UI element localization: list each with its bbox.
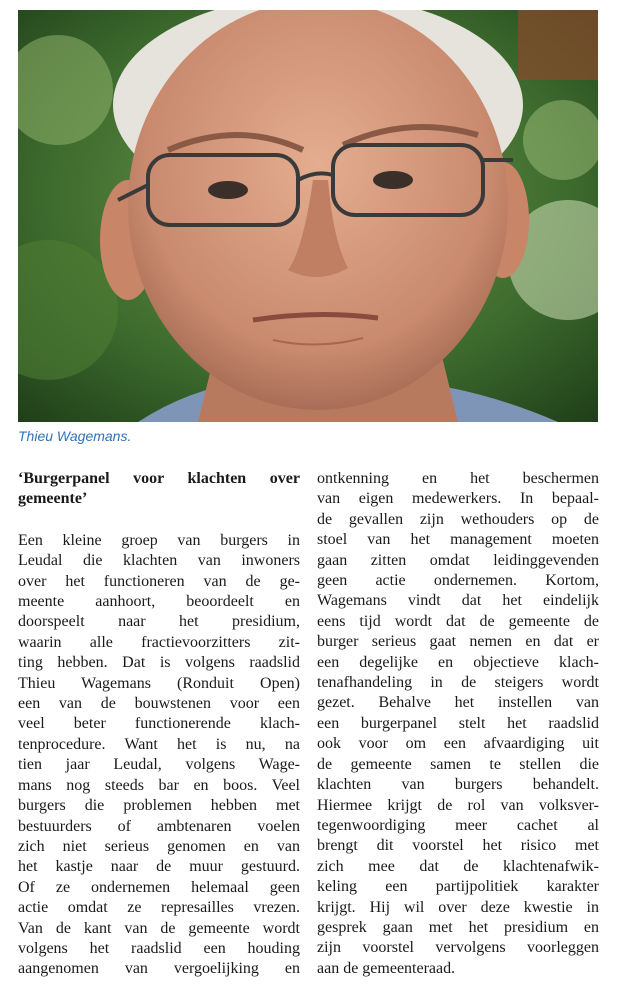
article-column-right <box>317 469 599 979</box>
body-line: Hiermee krijgt de rol van volksver- <box>317 796 599 814</box>
body-line: een van de bouwstenen voor een <box>18 695 300 713</box>
body-line: meente aanhoort, beoordeelt en <box>18 593 300 611</box>
body-line: gaan zitten omdat leidinggevenden <box>317 551 599 569</box>
body-line: een degelijke en objectieve klach- <box>317 653 599 671</box>
body-line: tien jaar Leudal, volgens Wage- <box>18 756 300 774</box>
body-line: zich niet serieus genomen en van <box>18 837 300 855</box>
body-line: burger serieus gaat nemen en dat er <box>317 633 599 651</box>
body-line: burgers die problemen hebben met <box>18 797 300 815</box>
body-line: Of ze ondernemen helemaal geen <box>18 878 300 896</box>
body-line: tenprocedure. Want het is nu, na <box>18 735 300 753</box>
body-line: Van de kant van de gemeente wordt <box>18 919 300 937</box>
body-line: van eigen medewerkers. In bepaal- <box>317 490 599 508</box>
body-line: ontkenning en het beschermen <box>317 470 599 487</box>
body-line: ook voor om een afvaardiging uit <box>317 735 599 753</box>
body-line: Thieu Wagemans (Ronduit Open) <box>18 674 300 692</box>
body-line: volgens het raadslid een houding <box>18 939 300 957</box>
body-line: aan de gemeenteraad. <box>317 959 456 977</box>
body-line: Leudal die klachten van inwoners <box>18 552 300 570</box>
article-body-left <box>18 531 300 980</box>
body-line: tegenwoordiging meer cachet al <box>317 816 599 834</box>
portrait-illustration <box>18 10 598 422</box>
body-line: klachten van burgers behandelt. <box>317 776 599 794</box>
article-headline <box>18 469 300 510</box>
body-line: veel beter functionerende klach- <box>18 715 300 733</box>
body-line: gezet. Behalve het instellen van <box>317 694 599 712</box>
body-line: ting hebben. Dat is volgens raadslid <box>18 654 300 672</box>
body-line: aangenomen van vergoelijking en <box>18 960 300 978</box>
body-line: over het functioneren van de ge- <box>18 572 300 590</box>
body-line: tenafhandeling in de steigers wordt <box>317 674 599 692</box>
body-line: Een kleine groep van burgers in <box>18 531 300 549</box>
body-line: de gemeente samen te stellen die <box>317 755 599 773</box>
body-line: geen actie ondernemen. Kortom, <box>317 572 599 590</box>
headline-line: gemeente’ <box>18 490 88 508</box>
body-line: eens tijd wordt dat de gemeente de <box>317 612 599 630</box>
article-column-left <box>18 469 300 980</box>
headline-line: ‘Burgerpanel voor klachten over <box>18 470 300 487</box>
portrait-photo <box>18 10 598 422</box>
body-line: keling een partijpolitiek karakter <box>317 878 599 896</box>
body-line: een burgerpanel stelt het raadslid <box>317 714 599 732</box>
body-line: actie omdat ze represailles vrezen. <box>18 899 300 917</box>
body-line: mans nog steeds bar en boos. Veel <box>18 776 300 794</box>
photo-caption: Thieu Wagemans. <box>18 428 132 444</box>
body-line: stoel van het management moeten <box>317 531 599 549</box>
body-line: de gevallen zijn wethouders op de <box>317 510 599 528</box>
body-line: gesprek gaan met het presidium en <box>317 918 599 936</box>
body-line: brengt dit voorstel het risico met <box>317 837 599 855</box>
body-line: het kastje naar de muur gestuurd. <box>18 858 300 876</box>
body-line: krijgt. Hij wil over deze kwestie in <box>317 898 599 916</box>
body-line: zijn voorstel vervolgens voorleggen <box>317 939 599 957</box>
body-line: zich mee dat de klachtenafwik- <box>317 857 599 875</box>
body-line: waarin alle fractievoorzitters zit- <box>18 633 300 651</box>
body-line: bestuurders of ambtenaren voelen <box>18 817 300 835</box>
body-line: doorspeelt naar het presidium, <box>18 613 300 631</box>
body-line: Wagemans vindt dat het eindelijk <box>317 592 599 610</box>
